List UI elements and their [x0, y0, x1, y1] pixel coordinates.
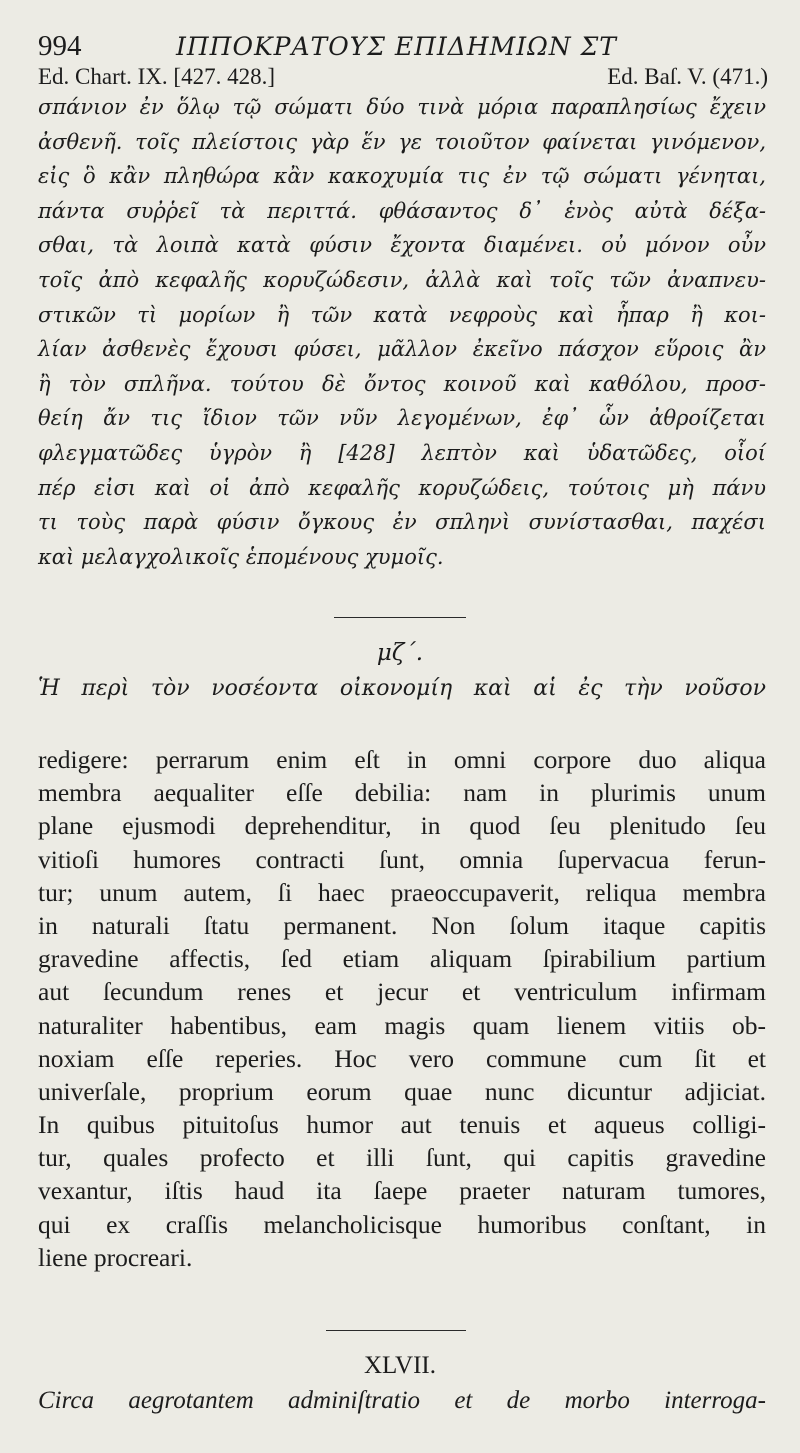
greek-line: θείη ἄν τις ἴδιον τῶν νῦν λεγομένων, ἐφ᾽ ὧν ἀθροίζεται	[38, 406, 766, 431]
latin-line: vexantur, iſtis haud ita ſaepe praeter naturam tumores,	[38, 1176, 766, 1206]
edition-basel: Ed. Baſ. V. (471.)	[607, 64, 768, 89]
latin-line: membra aequaliter eſſe debilia: nam in plurimis unum	[38, 778, 766, 808]
latin-line: in naturali ſtatu permanent. Non ſolum itaque capitis	[38, 910, 766, 940]
greek-line: καὶ μελαγχολικοῖς ἑπομένους χυμοῖς.	[38, 544, 444, 569]
latin-line: qui ex craſſis melancholicisque humoribus conſtant, in	[38, 1209, 766, 1239]
latin-line: naturaliter habentibus, eam magis quam lienem vitiis ob-	[38, 1010, 766, 1040]
latin-line: vitioſi humores contracti ſunt, omnia ſupervacua ferun-	[38, 844, 766, 874]
greek-line: σπάνιον ἐν ὅλῳ τῷ σώματι δύο τινὰ μόρια παραπλησίως ἔχειν	[38, 95, 766, 119]
greek-line: πάντα συῤῥεῖ τὰ περιττά. φθάσαντος δ᾽ ἑνὸς αὐτὰ δέξα-	[38, 198, 766, 223]
greek-line: εἰς ὃ κἂν πληθώρα κἂν κακοχυμία τις ἐν τῷ σώματι γένηται,	[38, 164, 766, 189]
greek-line: ἢ τὸν σπλῆνα. τούτου δὲ ὄντος κοινοῦ καὶ καθόλου, προσ-	[38, 371, 766, 396]
section-divider-latin	[326, 1330, 466, 1331]
latin-line: tur; unum autem, ſi haec praeoccupaverit, reliqua membra	[38, 877, 766, 907]
greek-line: στικῶν τὶ μορίων ἢ τῶν κατὰ νεφροὺς καὶ ἧπαρ ἢ κοι-	[38, 302, 766, 327]
latin-line: tur, quales profecto et illi ſunt, qui capitis gravedine	[38, 1143, 766, 1173]
latin-line: liene procreari.	[38, 1242, 193, 1272]
greek-line: τι τοὺς παρὰ φύσιν ὄγκους ἐν σπληνὶ συνίστασθαι, παχέσι	[38, 510, 766, 535]
latin-section-number: XLVII.	[364, 1352, 436, 1379]
running-title: ΙΠΠΟΚΡΑΤΟΥΣ ΕΠΙΔΗΜΙΩΝ ΣΤ	[176, 32, 617, 61]
latin-line: noxiam eſſe reperies. Hoc vero commune cum ſit et	[38, 1043, 766, 1073]
latin-line: In quibus pituitoſus humor aut tenuis et aqueus colligi-	[38, 1110, 766, 1140]
greek-section-title: Ἡ περὶ τὸν νοσέοντα οἰκονομίη καὶ αἱ ἐς τὴν νοῦσον	[38, 676, 766, 701]
page-header	[38, 0, 768, 89]
greek-line: ἀσθενῆ. τοῖς πλείστοις γὰρ ἕν γε τοιοῦτον φαίνεται γινόμενον,	[38, 129, 766, 154]
latin-line: plane ejusmodi deprehenditur, in quod ſeu plenitudo ſeu	[38, 811, 766, 841]
latin-text-block	[38, 743, 766, 1274]
greek-line: σθαι, τὰ λοιπὰ κατὰ φύσιν ἔχοντα διαμένει. οὐ μόνον οὖν	[38, 233, 766, 258]
latin-line: univerſale, proprium eorum quae nunc dicuntur adjiciat.	[38, 1076, 766, 1106]
section-divider-greek	[334, 617, 466, 618]
greek-section-number: μζ΄.	[376, 640, 424, 666]
page-number: 994	[38, 30, 82, 62]
latin-line: gravedine affectis, ſed etiam aliquam ſpirabilium partium	[38, 944, 766, 974]
edition-chartier: Ed. Chart. IX. [427. 428.]	[38, 64, 275, 89]
latin-line: redigere: perrarum enim eſt in omni corpore duo aliqua	[38, 745, 766, 774]
greek-line: φλεγματῶδες ὑγρὸν ἢ [428] λεπτὸν καὶ ὑδατῶδες, οἷοί	[38, 440, 766, 465]
latin-section-title: Circa aegrotantem adminiſtratio et de morbo interroga-	[38, 1387, 766, 1414]
latin-line: aut ſecundum renes et jecur et ventriculum infirmam	[38, 977, 766, 1007]
greek-line: λίαν ἀσθενὲς ἔχουσι φύσει, μᾶλλον ἐκεῖνο πάσχον εὕροις ἂν	[38, 337, 766, 362]
greek-line: πέρ εἰσι καὶ οἱ ἀπὸ κεφαλῆς κορυζώδεις, τούτοις μὴ πάνυ	[38, 475, 766, 500]
greek-text-block	[38, 90, 766, 574]
greek-line: τοῖς ἀπὸ κεφαλῆς κορυζώδεσιν, ἀλλὰ καὶ τοῖς τῶν ἀναπνευ-	[38, 267, 766, 292]
